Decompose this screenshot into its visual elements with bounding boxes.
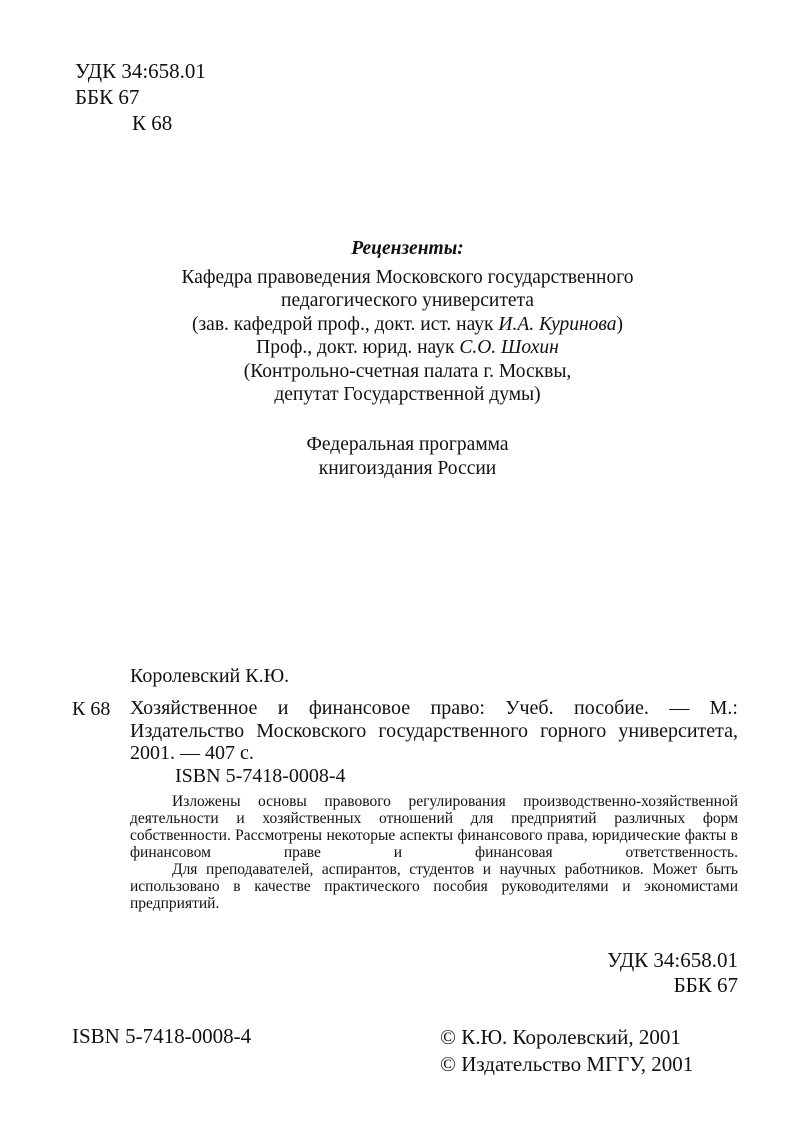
book-author: Королевский К.Ю. — [130, 665, 290, 687]
author-code: К 68 — [132, 111, 173, 135]
copyright-publisher: © Издательство МГГУ, 2001 — [440, 1052, 694, 1076]
annotation-paragraph: Изложены основы правового регулирования производственно-хозяйственной деятельности и хозяйственных отношений для предприятий различных форм собственности. Рассмотрены некоторые аспекты финансового права, юридические факты в финансовом праве и финансовая ответственность. — [130, 793, 738, 861]
udk-code: УДК 34:658.01 — [75, 59, 206, 83]
reviewer-text: (зав. кафедрой проф., докт. ист. наук — [191, 313, 499, 335]
reviewer-text: ) — [616, 313, 624, 335]
reviewer-line: Кафедра правоведения Московского государственного — [181, 266, 634, 288]
annotation-paragraph: Для преподавателей, аспирантов, студентов и научных работников. Может быть использовано в качестве практического пособия руководителями и экономистами предприятий. — [130, 861, 738, 912]
bib-isbn: ISBN 5-7418-0008-4 — [175, 765, 346, 787]
reviewer-line: депутат Государственной думы) — [274, 384, 541, 405]
reviewer-line — [100, 313, 715, 337]
reviewers-block — [100, 237, 715, 407]
copyright-block — [440, 1024, 693, 1078]
bib-code: К 68 — [72, 698, 111, 720]
bbk-code: ББК 67 — [75, 85, 140, 109]
footer-codes — [607, 948, 738, 998]
reviewer-line — [100, 336, 715, 360]
reviewer-name: С.О. Шохин — [459, 337, 559, 358]
reviewer-line: педагогического университета — [281, 290, 534, 311]
footer-isbn: ISBN 5-7418-0008-4 — [72, 1024, 252, 1048]
reviewer-line: (Контрольно-счетная палата г. Москвы, — [243, 360, 572, 382]
annotation — [130, 793, 738, 912]
reviewer-text: Проф., докт. юрид. наук — [256, 337, 460, 358]
program-line: книгоиздания России — [318, 458, 497, 479]
footer-udk: УДК 34:658.01 — [607, 948, 738, 972]
program-line: Федеральная программа — [306, 434, 509, 455]
bib-entry: Хозяйственное и финансовое право: Учеб. пособие. — М.: Издательство Московского государственного горного университета, 2001. — 407 с. — [130, 697, 738, 764]
copyright-author: © К.Ю. Королевский, 2001 — [440, 1025, 681, 1049]
footer-bbk: ББК 67 — [673, 973, 738, 997]
federal-program — [100, 433, 715, 481]
reviewers-title: Рецензенты: — [351, 238, 464, 259]
classification-codes — [75, 58, 206, 136]
reviewer-name: И.А. Куринова — [498, 313, 617, 335]
